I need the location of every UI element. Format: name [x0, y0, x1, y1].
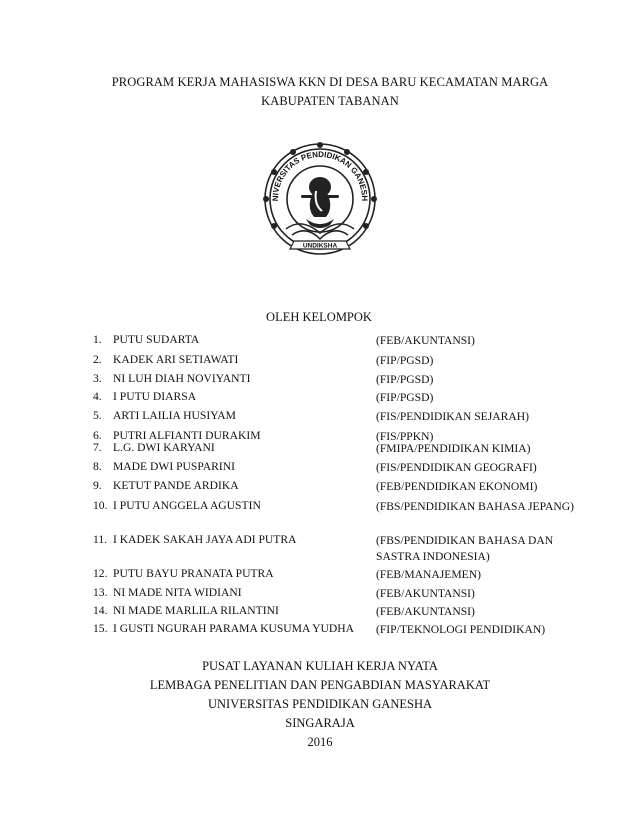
member-name: I GUSTI NGURAH PARAMA KUSUMA YUDHA [113, 622, 355, 635]
member-number: 2. [93, 353, 102, 366]
footer-line-5: 2016 [307, 735, 333, 749]
member-row [93, 390, 613, 409]
member-faculty: (FIP/TEKNOLOGI PENDIDIKAN) [376, 623, 546, 636]
member-number: 14. [93, 604, 108, 617]
member-name: KADEK ARI SETIAWATI [113, 353, 239, 366]
member-row [93, 333, 613, 353]
member-row [93, 353, 613, 372]
member-number: 10. [93, 499, 108, 512]
title-line-2: KABUPATEN TABANAN [261, 94, 399, 108]
member-row [93, 567, 613, 586]
member-faculty: (FEB/AKUNTANSI) [376, 334, 475, 347]
member-faculty: (FEB/MANAJEMEN) [376, 568, 481, 581]
member-number: 12. [93, 567, 108, 580]
title-line-1: PROGRAM KERJA MAHASISWA KKN DI DESA BARU KECAMATAN MARGA [111, 75, 549, 89]
member-name: I KADEK SAKAH JAYA ADI PUTRA [113, 533, 297, 546]
member-faculty: (FIP/PGSD) [376, 391, 434, 404]
member-name: PUTU BAYU PRANATA PUTRA [113, 567, 274, 580]
member-row [93, 409, 613, 429]
member-number: 9. [93, 479, 102, 492]
member-number: 1. [93, 333, 102, 346]
member-row [93, 372, 613, 390]
institution-block [60, 657, 580, 752]
member-name: PUTU SUDARTA [113, 333, 200, 346]
seal-ring-text: NIVERSITAS PENDIDIKAN GANESH [270, 149, 370, 202]
seal-banner-text: UNDIKSHA [302, 242, 338, 250]
document-title [60, 73, 600, 111]
member-row [93, 441, 613, 460]
member-row [93, 604, 613, 622]
member-row [93, 460, 613, 479]
footer-line-4: SINGARAJA [285, 716, 355, 730]
member-faculty: (FBS/PENDIDIKAN BAHASA JEPANG) [376, 500, 574, 513]
member-faculty: (FEB/AKUNTANSI) [376, 605, 475, 618]
member-number: 6. [93, 429, 102, 442]
member-number: 5. [93, 409, 102, 422]
undiksha-logo [256, 137, 384, 265]
member-name: NI LUH DIAH NOVIYANTI [113, 372, 251, 385]
member-row [93, 429, 613, 441]
footer-line-2: LEMBAGA PENELITIAN DAN PENGABDIAN MASYARAKAT [149, 678, 491, 692]
member-number: 7. [93, 441, 102, 454]
member-number: 4. [93, 390, 102, 403]
member-faculty: (FIS/PPKN) [376, 430, 434, 443]
university-seal-icon [256, 137, 384, 265]
member-name: I PUTU DIARSA [113, 390, 197, 403]
member-row [93, 499, 613, 533]
member-name: NI MADE NITA WIDIANI [113, 586, 242, 599]
member-faculty: (FBS/PENDIDIKAN BAHASA DAN SASTRA INDONESIA) [376, 534, 554, 563]
member-number: 13. [93, 586, 108, 599]
member-faculty: (FIP/PGSD) [376, 354, 434, 367]
member-name: NI MADE MARLILA RILANTINI [113, 604, 279, 617]
group-heading: OLEH KELOMPOK [266, 310, 372, 324]
member-row [93, 479, 613, 499]
member-faculty: (FIP/PGSD) [376, 373, 434, 386]
member-row [93, 622, 613, 642]
member-faculty: (FEB/PENDIDIKAN EKONOMI) [376, 480, 538, 493]
member-number: 15. [93, 622, 108, 635]
member-name: PUTRI ALFIANTI DURAKIM [113, 429, 261, 442]
member-row [93, 586, 613, 604]
member-faculty: (FIS/PENDIDIKAN SEJARAH) [376, 410, 529, 423]
member-faculty: (FMIPA/PENDIDIKAN KIMIA) [376, 442, 531, 455]
member-list [93, 333, 613, 642]
footer-line-1: PUSAT LAYANAN KULIAH KERJA NYATA [202, 659, 438, 673]
member-row [93, 533, 613, 567]
member-number: 3. [93, 372, 102, 385]
member-number: 11. [93, 533, 108, 546]
member-name: MADE DWI PUSPARINI [113, 460, 235, 473]
member-name: L.G. DWI KARYANI [113, 441, 215, 454]
member-name: ARTI LAILIA HUSIYAM [113, 409, 236, 422]
member-name: KETUT PANDE ARDIKA [113, 479, 239, 492]
member-faculty: (FEB/AKUNTANSI) [376, 587, 475, 600]
member-faculty: (FIS/PENDIDIKAN GEOGRAFI) [376, 461, 537, 474]
footer-line-3: UNIVERSITAS PENDIDIKAN GANESHA [208, 697, 432, 711]
member-name: I PUTU ANGGELA AGUSTIN [113, 499, 261, 512]
member-number: 8. [93, 460, 102, 473]
